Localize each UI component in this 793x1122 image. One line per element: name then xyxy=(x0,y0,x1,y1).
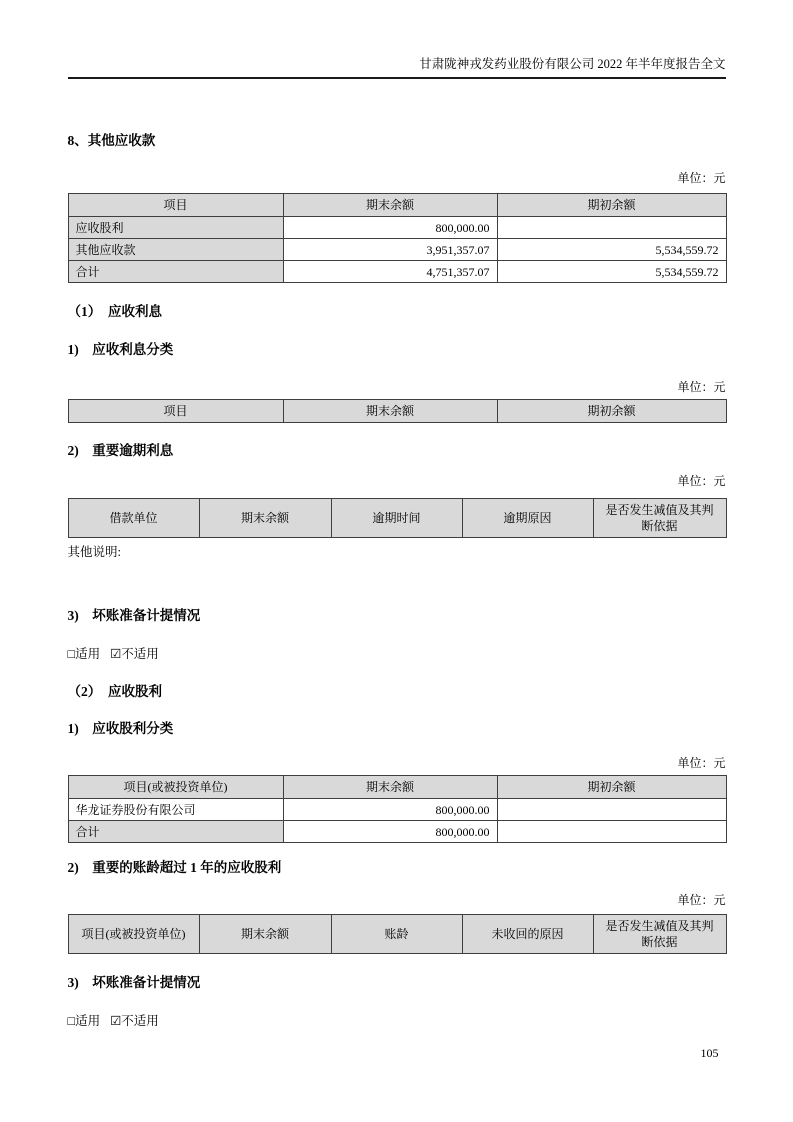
item-cell: 合计 xyxy=(68,261,283,283)
not-applicable-option xyxy=(110,647,159,661)
other-notes-label: 其他说明: xyxy=(67,545,121,559)
section-heading-interest-receivable: （1） 应收利息 xyxy=(67,304,162,319)
section-heading-interest-classification: 1) 应收利息分类 xyxy=(67,342,174,357)
beginning-balance-cell xyxy=(497,821,726,843)
unit-label: 单位：元 xyxy=(677,756,726,770)
column-header: 期末余额 xyxy=(283,776,497,799)
section-heading-dividend-classification: 1) 应收股利分类 xyxy=(67,721,174,736)
column-header: 项目 xyxy=(68,400,283,423)
column-header: 账龄 xyxy=(331,915,462,954)
beginning-balance-cell: 5,534,559.72 xyxy=(497,261,726,283)
item-cell: 应收股利 xyxy=(68,217,283,239)
document-header-title: 甘肃陇神戎发药业股份有限公司 2022 年半年度报告全文 xyxy=(419,57,726,71)
page-number: 105 xyxy=(700,1046,719,1060)
overdue-interest-table xyxy=(68,498,727,538)
table-header-row xyxy=(68,400,726,423)
checkbox-checked-icon: ☑ xyxy=(110,1014,122,1028)
checkbox-unchecked-icon: □ xyxy=(67,1014,76,1028)
column-header: 期末余额 xyxy=(199,499,331,538)
applicable-option xyxy=(68,647,101,661)
unit-label: 单位：元 xyxy=(677,171,726,185)
column-header: 项目(或被投资单位) xyxy=(68,776,283,799)
checkbox-checked-icon: ☑ xyxy=(110,647,122,661)
column-header: 期末余额 xyxy=(283,400,497,423)
not-applicable-label: 不适用 xyxy=(121,1014,159,1028)
dividend-classification-table xyxy=(68,775,727,843)
column-header: 是否发生减值及其判断依据 xyxy=(593,915,726,954)
section-heading-overdue-interest: 2) 重要逾期利息 xyxy=(67,443,174,458)
column-header: 期初余额 xyxy=(497,400,726,423)
ending-balance-cell: 800,000.00 xyxy=(283,217,497,239)
beginning-balance-cell xyxy=(497,217,726,239)
column-header: 未收回的原因 xyxy=(462,915,593,954)
item-cell: 其他应收款 xyxy=(68,239,283,261)
document-header xyxy=(68,56,726,79)
checkbox-unchecked-icon: □ xyxy=(67,647,76,661)
ending-balance-cell: 800,000.00 xyxy=(283,799,497,821)
table-header-row xyxy=(68,776,726,799)
ending-balance-cell: 800,000.00 xyxy=(283,821,497,843)
table-total-row xyxy=(68,261,726,283)
section-heading-other-receivables: 8、其他应收款 xyxy=(67,133,156,148)
table-row xyxy=(68,799,726,821)
column-header: 逾期时间 xyxy=(331,499,462,538)
interest-classification-table xyxy=(68,399,727,423)
column-header: 借款单位 xyxy=(68,499,199,538)
table-total-row xyxy=(68,821,726,843)
column-header: 期初余额 xyxy=(497,776,726,799)
ending-balance-cell: 4,751,357.07 xyxy=(283,261,497,283)
unit-label: 单位：元 xyxy=(677,893,726,907)
not-applicable-option xyxy=(110,1014,159,1028)
section-heading-dividends-receivable: （2） 应收股利 xyxy=(67,684,162,699)
column-header: 期末余额 xyxy=(283,194,497,217)
table-header-row xyxy=(68,499,726,538)
column-header: 是否发生减值及其判断依据 xyxy=(593,499,726,538)
column-header: 项目(或被投资单位) xyxy=(68,915,199,954)
column-header: 期末余额 xyxy=(199,915,331,954)
applicable-label: 适用 xyxy=(75,1014,101,1028)
item-cell: 华龙证券股份有限公司 xyxy=(68,799,283,821)
column-header: 逾期原因 xyxy=(462,499,593,538)
unit-label: 单位：元 xyxy=(677,380,726,394)
page-content xyxy=(68,56,726,1061)
not-applicable-label: 不适用 xyxy=(121,647,159,661)
other-receivables-table xyxy=(68,193,727,283)
table-row xyxy=(68,239,726,261)
aged-dividends-table xyxy=(68,914,727,954)
section-heading-bad-debt-provision-1: 3) 坏账准备计提情况 xyxy=(67,608,201,623)
applicability-line xyxy=(68,1013,726,1029)
section-heading-aged-dividends: 2) 重要的账龄超过 1 年的应收股利 xyxy=(67,860,282,875)
beginning-balance-cell: 5,534,559.72 xyxy=(497,239,726,261)
applicable-option xyxy=(68,1014,101,1028)
column-header: 项目 xyxy=(68,194,283,217)
ending-balance-cell: 3,951,357.07 xyxy=(283,239,497,261)
beginning-balance-cell xyxy=(497,799,726,821)
section-heading-bad-debt-provision-2: 3) 坏账准备计提情况 xyxy=(67,975,201,990)
applicability-line xyxy=(68,646,726,662)
unit-label: 单位：元 xyxy=(677,474,726,488)
table-row xyxy=(68,217,726,239)
table-header-row xyxy=(68,915,726,954)
column-header: 期初余额 xyxy=(497,194,726,217)
item-cell: 合计 xyxy=(68,821,283,843)
applicable-label: 适用 xyxy=(75,647,101,661)
table-header-row xyxy=(68,194,726,217)
